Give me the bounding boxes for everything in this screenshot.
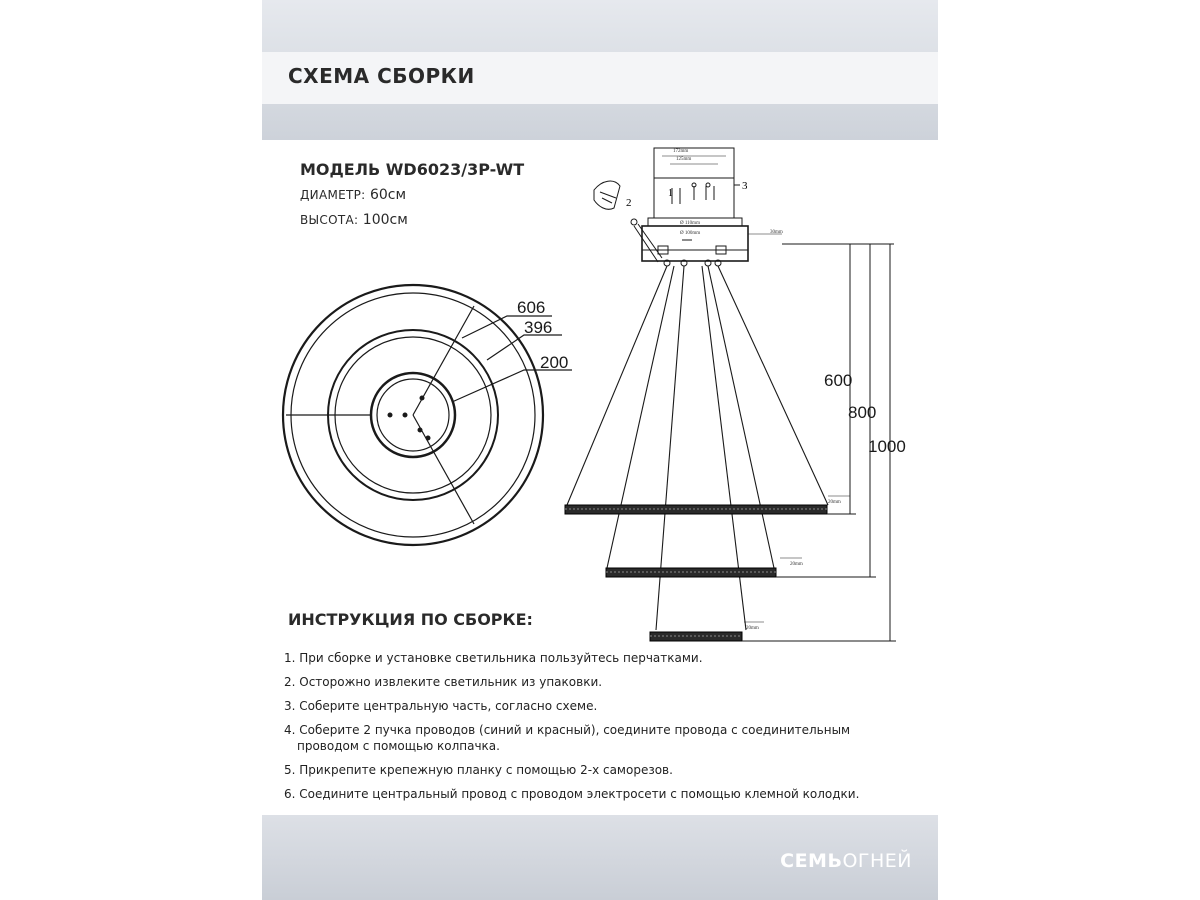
instruction-step: 5. Прикрепите крепежную планку с помощью 2-х саморезов.: [284, 763, 673, 777]
ring-small-height: 20mm: [746, 626, 759, 631]
height-label: ВЫСОТА:: [300, 213, 359, 227]
model-name: МОДЕЛЬ WD6023/3P-WT: [300, 160, 525, 179]
instructions-title: ИНСТРУКЦИЯ ПО СБОРКЕ:: [288, 610, 533, 629]
brand-logo: [780, 850, 912, 872]
diameter-label: ДИАМЕТР:: [300, 188, 366, 202]
canopy-dim-label-2: 125mm: [676, 157, 692, 162]
ring-large-height: 20mm: [828, 500, 841, 505]
instruction-step-continuation: проводом с помощью колпачка.: [297, 739, 500, 753]
dim-200: 200: [540, 353, 569, 372]
instructions-list: [284, 650, 934, 810]
dim-600: 600: [824, 371, 853, 390]
instruction-step: 2. Осторожно извлеките светильник из упаковки.: [284, 675, 603, 689]
instruction-step-line: 4. Соберите 2 пучка проводов (синий и красный), соедините провода с соединительным: [284, 723, 851, 737]
ring-large: [565, 505, 827, 514]
brand-light: ОГНЕЙ: [842, 850, 912, 872]
callout-2: 2: [626, 197, 632, 209]
brand-bold: СЕМЬ: [780, 850, 843, 872]
instruction-step: [284, 722, 934, 754]
instruction-sheet: [262, 0, 938, 900]
dim-396: 396: [524, 318, 553, 337]
ring-medium: [606, 568, 776, 577]
instruction-step: 6. Соедините центральный провод с проводом электросети с помощью клемной колодки.: [284, 787, 860, 801]
dim-606: 606: [517, 298, 546, 317]
page-title: СХЕМА СБОРКИ: [288, 64, 475, 88]
diameter-value: 60см: [369, 187, 407, 203]
dim-800: 800: [848, 403, 877, 422]
instruction-step: 1. При сборке и установке светильника пользуйтесь перчатками.: [284, 651, 703, 665]
canopy-dim-label-3: Ø 110mm: [680, 221, 700, 226]
ring-small: [650, 632, 742, 641]
ring-medium-height: 20mm: [790, 562, 803, 567]
canopy-height-label: 30mm: [770, 230, 783, 235]
dim-1000: 1000: [868, 437, 906, 456]
canopy-dim-label: 172mm: [673, 149, 689, 154]
canopy-dim-label-4: Ø 100mm: [680, 231, 701, 236]
callout-1: 1: [668, 188, 673, 199]
callout-3: 3: [742, 180, 748, 192]
instruction-step: 3. Соберите центральную часть, согласно схеме.: [284, 699, 598, 713]
height-value: 100см: [362, 212, 408, 228]
side-view-diagram: [594, 148, 782, 266]
